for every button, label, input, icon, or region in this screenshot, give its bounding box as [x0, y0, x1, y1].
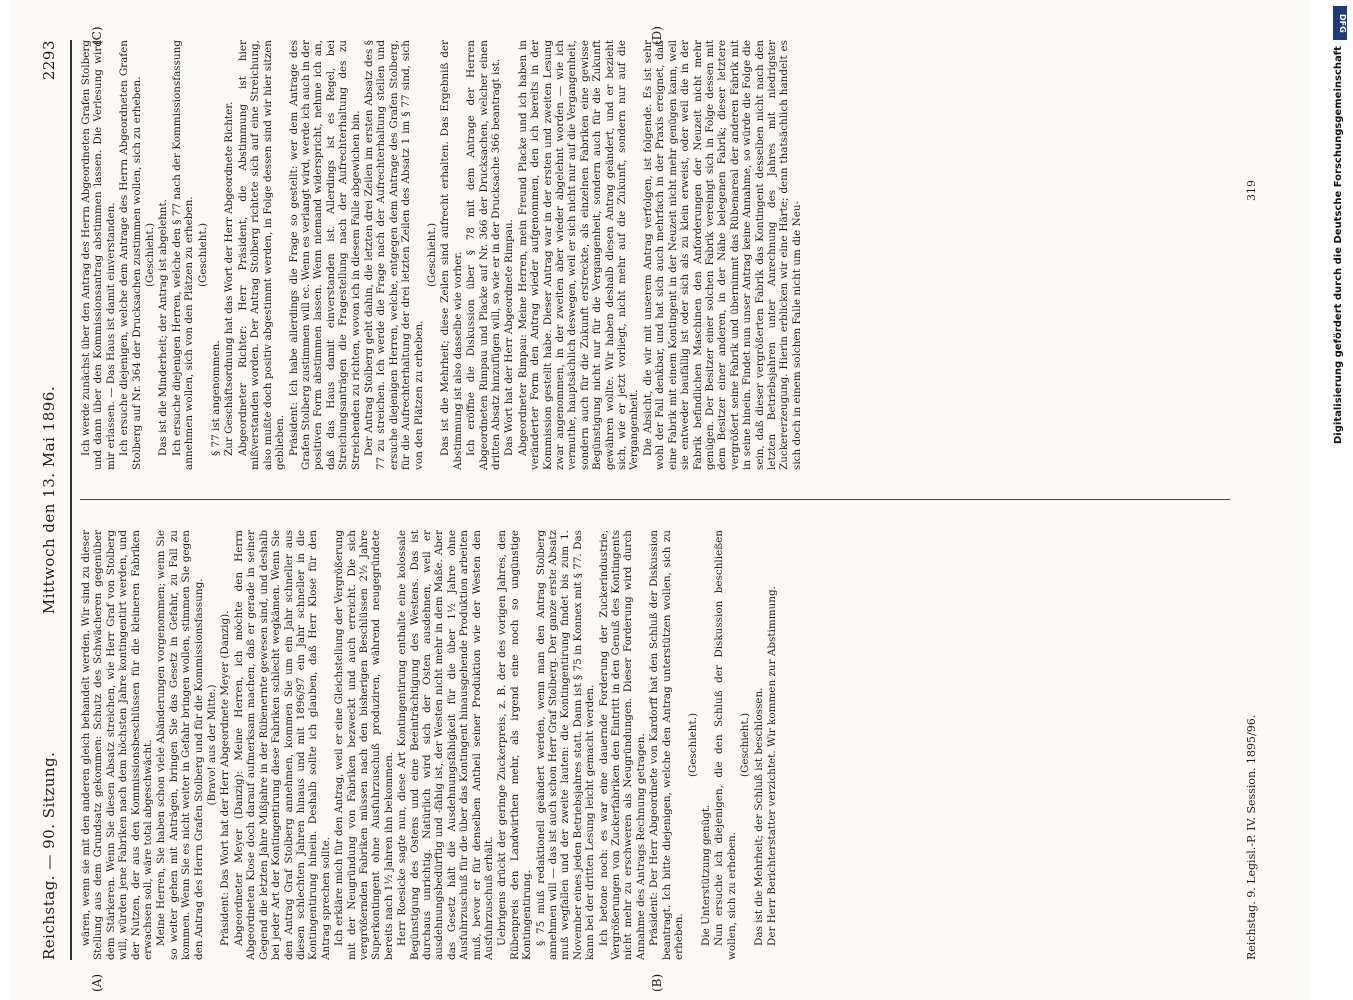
paragraph: Ich werde zunächst über den Antrag des Herrn Abgeordneten Grafen Stolberg und dann über den Kommissionsantrag abstimmen lassen. Die Verlesung wird mir erlassen. — Das Haus ist damit einverstanden. [80, 40, 117, 470]
paragraph: (Bravo! aus der Mitte.) [206, 684, 219, 806]
paragraph: Die Unterstützung genügt. [699, 804, 712, 946]
paragraph: Ich ersuche diejenigen Herren, welche den § 77 nach der Kommissionsfassung annehmen wollen, sich von den Plätzen zu erheben. [170, 40, 196, 470]
paragraph: Der Herr Berichterstatter verzichtet. Wir kommen zur Abstimmung. [765, 586, 778, 946]
column-divider [80, 499, 1230, 500]
header-session: Reichstag. — 90. Sitzung. [40, 751, 58, 960]
dfg-logo: DFG [1333, 6, 1347, 40]
paragraph: Ich eröffne die Diskussion über § 78 mit dem Antrage der Herren Abgeordneten Rimpau und Placke auf Nr. 366 der Drucksachen, welcher einen dritten Absatz hinzufügen will, so wie er in der Drucksache 366 beantragt ist. [465, 40, 502, 470]
header-rule [70, 40, 72, 960]
paragraph: Das ist die Minderheit; der Antrag ist abgelehnt. [157, 199, 170, 456]
paragraph: Abgeordneter Meyer (Danzig): Meine Herren, ich möchte den Herrn Abgeordneten Klose doch darauf aufmerksam machen, daß er gerade in seiner Gegend die letzten Jahre Mißjahre in der Rübenernte gewesen sind, und deshalb bei jeder Art der Kontingentirung diese Fabriken schlecht wegkämen. Wenn Sie den Antrag Graf Stolberg annehmen, kommen Sie um ein Jahr schneller aus diesen schlechten Jahren hinaus und mit 1896/97 ein Jahr schneller in die Kontingentirung hinein. Deshalb sollte ich glauben, daß Herr Klose für den Antrag sprechen sollte. [232, 530, 332, 960]
paragraph: Präsident: Ich habe allerdings die Frage so gestellt: wer dem Antrage des Grafen Stolberg zustimmen will ec. Wenn es verlangt wird, werde ich auch in der positiven Form abstimmen lassen. Wenn niemand widerspricht, nehme ich an, daß das Haus damit einverstanden ist. Allerdings ist es Regel, bei Streichungsanträgen die Fragestellung nach der Aufrechterhaltung des zu Streichenden zu richten, wovon ich in diesem Falle abgewichen bin. [287, 40, 362, 470]
paragraph: (Geschieht.) [686, 712, 699, 778]
paragraph: Das Wort hat der Herr Abgeordnete Rimpau. [503, 219, 516, 456]
paragraph: Meine Herren, Sie haben schon viele Abänderungen vorgenommen; wenn Sie so weiter gehen mit Anträgen, bringen Sie das Gesetz in Gefahr, zu Fall zu kommen. Wenn Sie es nicht weiter in Gefahr bringen wollen, stimmen Sie gegen den Antrag des Herrn Grafen Stolberg und für die Kommissionsfassung. [155, 530, 205, 960]
document-page [10, 0, 1310, 1000]
funding-note: Digitalisierung gefördert durch die Deutsche Forschungsgemeinschaft [1333, 46, 1344, 444]
paragraph: Nun ersuche ich diejenigen, die den Schluß der Diskussion beschließen wollen, sich zu erheben. [713, 530, 738, 960]
paragraph: (Geschieht.) [196, 222, 209, 288]
margin-marker-c: (C) [90, 26, 104, 45]
paragraph: (Geschieht.) [144, 222, 157, 288]
paragraph: wären, wenn sie mit den anderen gleich behandelt werden. Wir sind zu dieser Stellung aus dem Grundsatz gekommen: Schutz des Schwächeren gegenüber dem Stärkeren. Wenn Sie diesen Absatz streichen, wie Herr Graf von Stolberg will, würden jene Fabriken nach dem höchsten Jahre kontingentirt werden, und der Nutzen, der aus den Kommissionsbeschlüssen für die kleineren Fabriken erwachsen soll, wäre total abgeschwächt. [80, 530, 155, 960]
margin-marker-a: (A) [90, 973, 104, 992]
paragraph: Herr Roesicke sagte nun, diese Art Kontingentirung enthalte eine kolossale Begünstigung des Ostens und eine Beeinträchtigung des Westens. Das ist durchaus unrichtig. Natürlich wird sich der Osten ausdehnen, weil er ausdehnungsbedürftig und -fähig ist, der Westen nicht mehr in dem Maße. Aber das Gesetz hält die Ausdehnungsfähigkeit für die über 1½ Jahre ohne Ausfuhrzuschuß für die über das Kontingent hinausgehende Produktion arbeiten muß, bevor er für denselben Antheil seiner Produktion wie der Westen den Ausfuhrzuschuß erhält. [396, 530, 495, 960]
side-attribution [1333, 0, 1347, 1000]
paragraph: Präsident: Das Wort hat der Herr Abgeordnete Meyer (Danzig). [219, 610, 232, 946]
margin-marker-b: (B) [650, 973, 664, 992]
paragraph: Zur Geschäftsordnung hat das Wort der Herr Abgeordnete Richter. [223, 101, 236, 456]
paragraph: Abgeordneter Richter: Herr Präsident, die Abstimmung ist hier mißverstanden worden. Der Antrag Stolberg richtete sich auf eine Streichung, also mußte doch positiv abgestimmt werden, in Folge dessen sind wir hier sitzen geblieben. [236, 40, 287, 470]
paragraph: Der Antrag Stolberg geht dahin, die letzten drei Zeilen im ersten Absatz des § 77 zu streichen. Ich werde die Frage nach der Aufrechterhaltung stellen und ersuche diejenigen Herren, welche, entgegen dem Antrage des Grafen Stolberg, für die Aufrechterhaltung der drei letzten Zeilen des Absatz 1 im § 77 sind, sich von den Plätzen zu erheben. [362, 40, 425, 470]
right-column [80, 40, 1230, 470]
paragraph: Uebrigens drückt der geringe Zuckerpreis, z. B. der des vorigen Jahres, den Rübenpreis den Landwirthen mehr, als irgend eine noch so ungünstige Kontingentirung. [496, 530, 534, 960]
paragraph: Das ist die Mehrheit; diese Zeilen sind aufrecht erhalten. Das Ergebniß der Abstimmung ist also dasselbe wie vorher. [439, 40, 464, 470]
page-header [40, 40, 64, 960]
paragraph: § 75 muß redaktionell geändert werden, wenn man den Antrag Stolberg annehmen will — das ist auch schon Herr Graf Stolberg. Der ganze erste Absatz muß wegfallen und der zweite lauten: die Kontingentirung findet bis zum 1. November eines jeden Betriebsjahres statt. Dann ist § 75 in Konnex mit § 77. Das kann bei der dritten Lesung leicht gemacht werden. [534, 530, 597, 960]
paragraph: Ich erkläre mich für den Antrag, weil er eine Gleichstellung der Vergrößerung mit der Neugründung von Fabriken bezweckt und auch erreicht. Die sich vergrößernden Fabriken müssen nach den bisherigen Beschlüssen 2½ Jahre Superkontingent ohne Ausfuhrzuschuß produziren, während neugegründete bereits nach 1½ Jahren ihn bekommen. [333, 530, 395, 960]
footer-sheet-number: 319 [1245, 180, 1258, 201]
margin-marker-d: (D) [650, 26, 664, 45]
paragraph: Präsident: Der Herr Abgeordnete von Kardorff hat den Schluß der Diskussion beantragt. Ich bitte diejenigen, welche den Antrag unterstützen wollen, sich zu erheben. [648, 530, 686, 960]
paragraph: Ich betone noch: es war eine dauernde Forderung der Zuckerindustrie, Vergrößerungen von Zuckerfabriken den Eintritt in den Genuß des Kontingents nicht mehr zu erschweren als Neugründungen. Dieser Forderung wird durch Annahme des Antrags Rechnung getragen. [597, 530, 647, 960]
left-column [80, 530, 1230, 960]
paragraph: Das ist die Mehrheit; der Schluß ist beschlossen. [752, 687, 765, 946]
paragraph: Die Absicht, die wir mit unserem Antrag verfolgen, ist folgende. Es ist sehr wohl der Fall denkbar, und hat sich auch mehrfach in der Praxis ereignet, daß eine Fabrik mit einem Kontingent in der Neuzeit nicht mehr genügen kann, weil sie entweder baufällig ist oder sich als zu klein erweist, oder weil die in der Fabrik befindlichen Maschinen den Anforderungen der Neuzeit nicht mehr genügen. Der Besitzer einer solchen Fabrik vereinigt sich in Folge dessen mit dem Besitzer einer anderen, in der Nähe belegenen Fabrik; dieser letztere vergrößert seine Fabrik und übernimmt das Rübenareal der anderen Fabrik mit in seine hinein. Findet nun unser Antrag keine Annahme, so würde die Folge die sein, daß dieser vergrößerten Fabrik das Kontingent desselben nicht nach den letzten Betriebsjahren unter Anrechnung des Jahres mit niedrigster Zuckererzeugung. Hierin erblicken wir eine Härte; denn thatsächlich handelt es sich doch in einem solchen Falle nicht um die Neu- [641, 40, 803, 470]
paragraph: Ich ersuche diejenigen, welche dem Antrage des Herrn Abgeordneten Grafen Stolberg auf Nr. 364 der Drucksachen zustimmen wollen, sich zu erheben. [118, 40, 143, 470]
paragraph: Abgeordneter Rimpau: Meine Herren, mein Freund Placke und ich haben in veränderter Form den Antrag wieder aufgenommen, den ich bereits in der Kommission gestellt habe. Dieser Antrag war in der ersten und zweiten Lesung zwar angenommen, in der zweiten aber wieder abgelehnt worden — wie ich vermuthe, hauptsächlich deswegen, weil er sich nicht nur auf die Vergangenheit, sondern auch für die Zukunft erstreckte, als einzelnen Fabriken eine gewisse Begünstigung nicht nur für die Vergangenheit, sondern auch für die Zukunft gewähren wollte. Wir haben deshalb diesen Antrag geändert, und er bezieht sich, wie er jetzt vorliegt, nicht mehr auf die Zukunft, sondern nur auf die Vergangenheit. [516, 40, 641, 470]
paragraph: § 77 ist angenommen. [210, 340, 223, 456]
paragraph: (Geschieht.) [739, 712, 752, 778]
footer-session: Reichstag. 9. Legisl.-P. IV. Session. 1895/96. [1245, 714, 1258, 960]
header-date: Mittwoch den 13. Mai 1896. [40, 385, 58, 615]
page-number: 2293 [40, 40, 58, 81]
paragraph: (Geschieht.) [425, 222, 438, 288]
